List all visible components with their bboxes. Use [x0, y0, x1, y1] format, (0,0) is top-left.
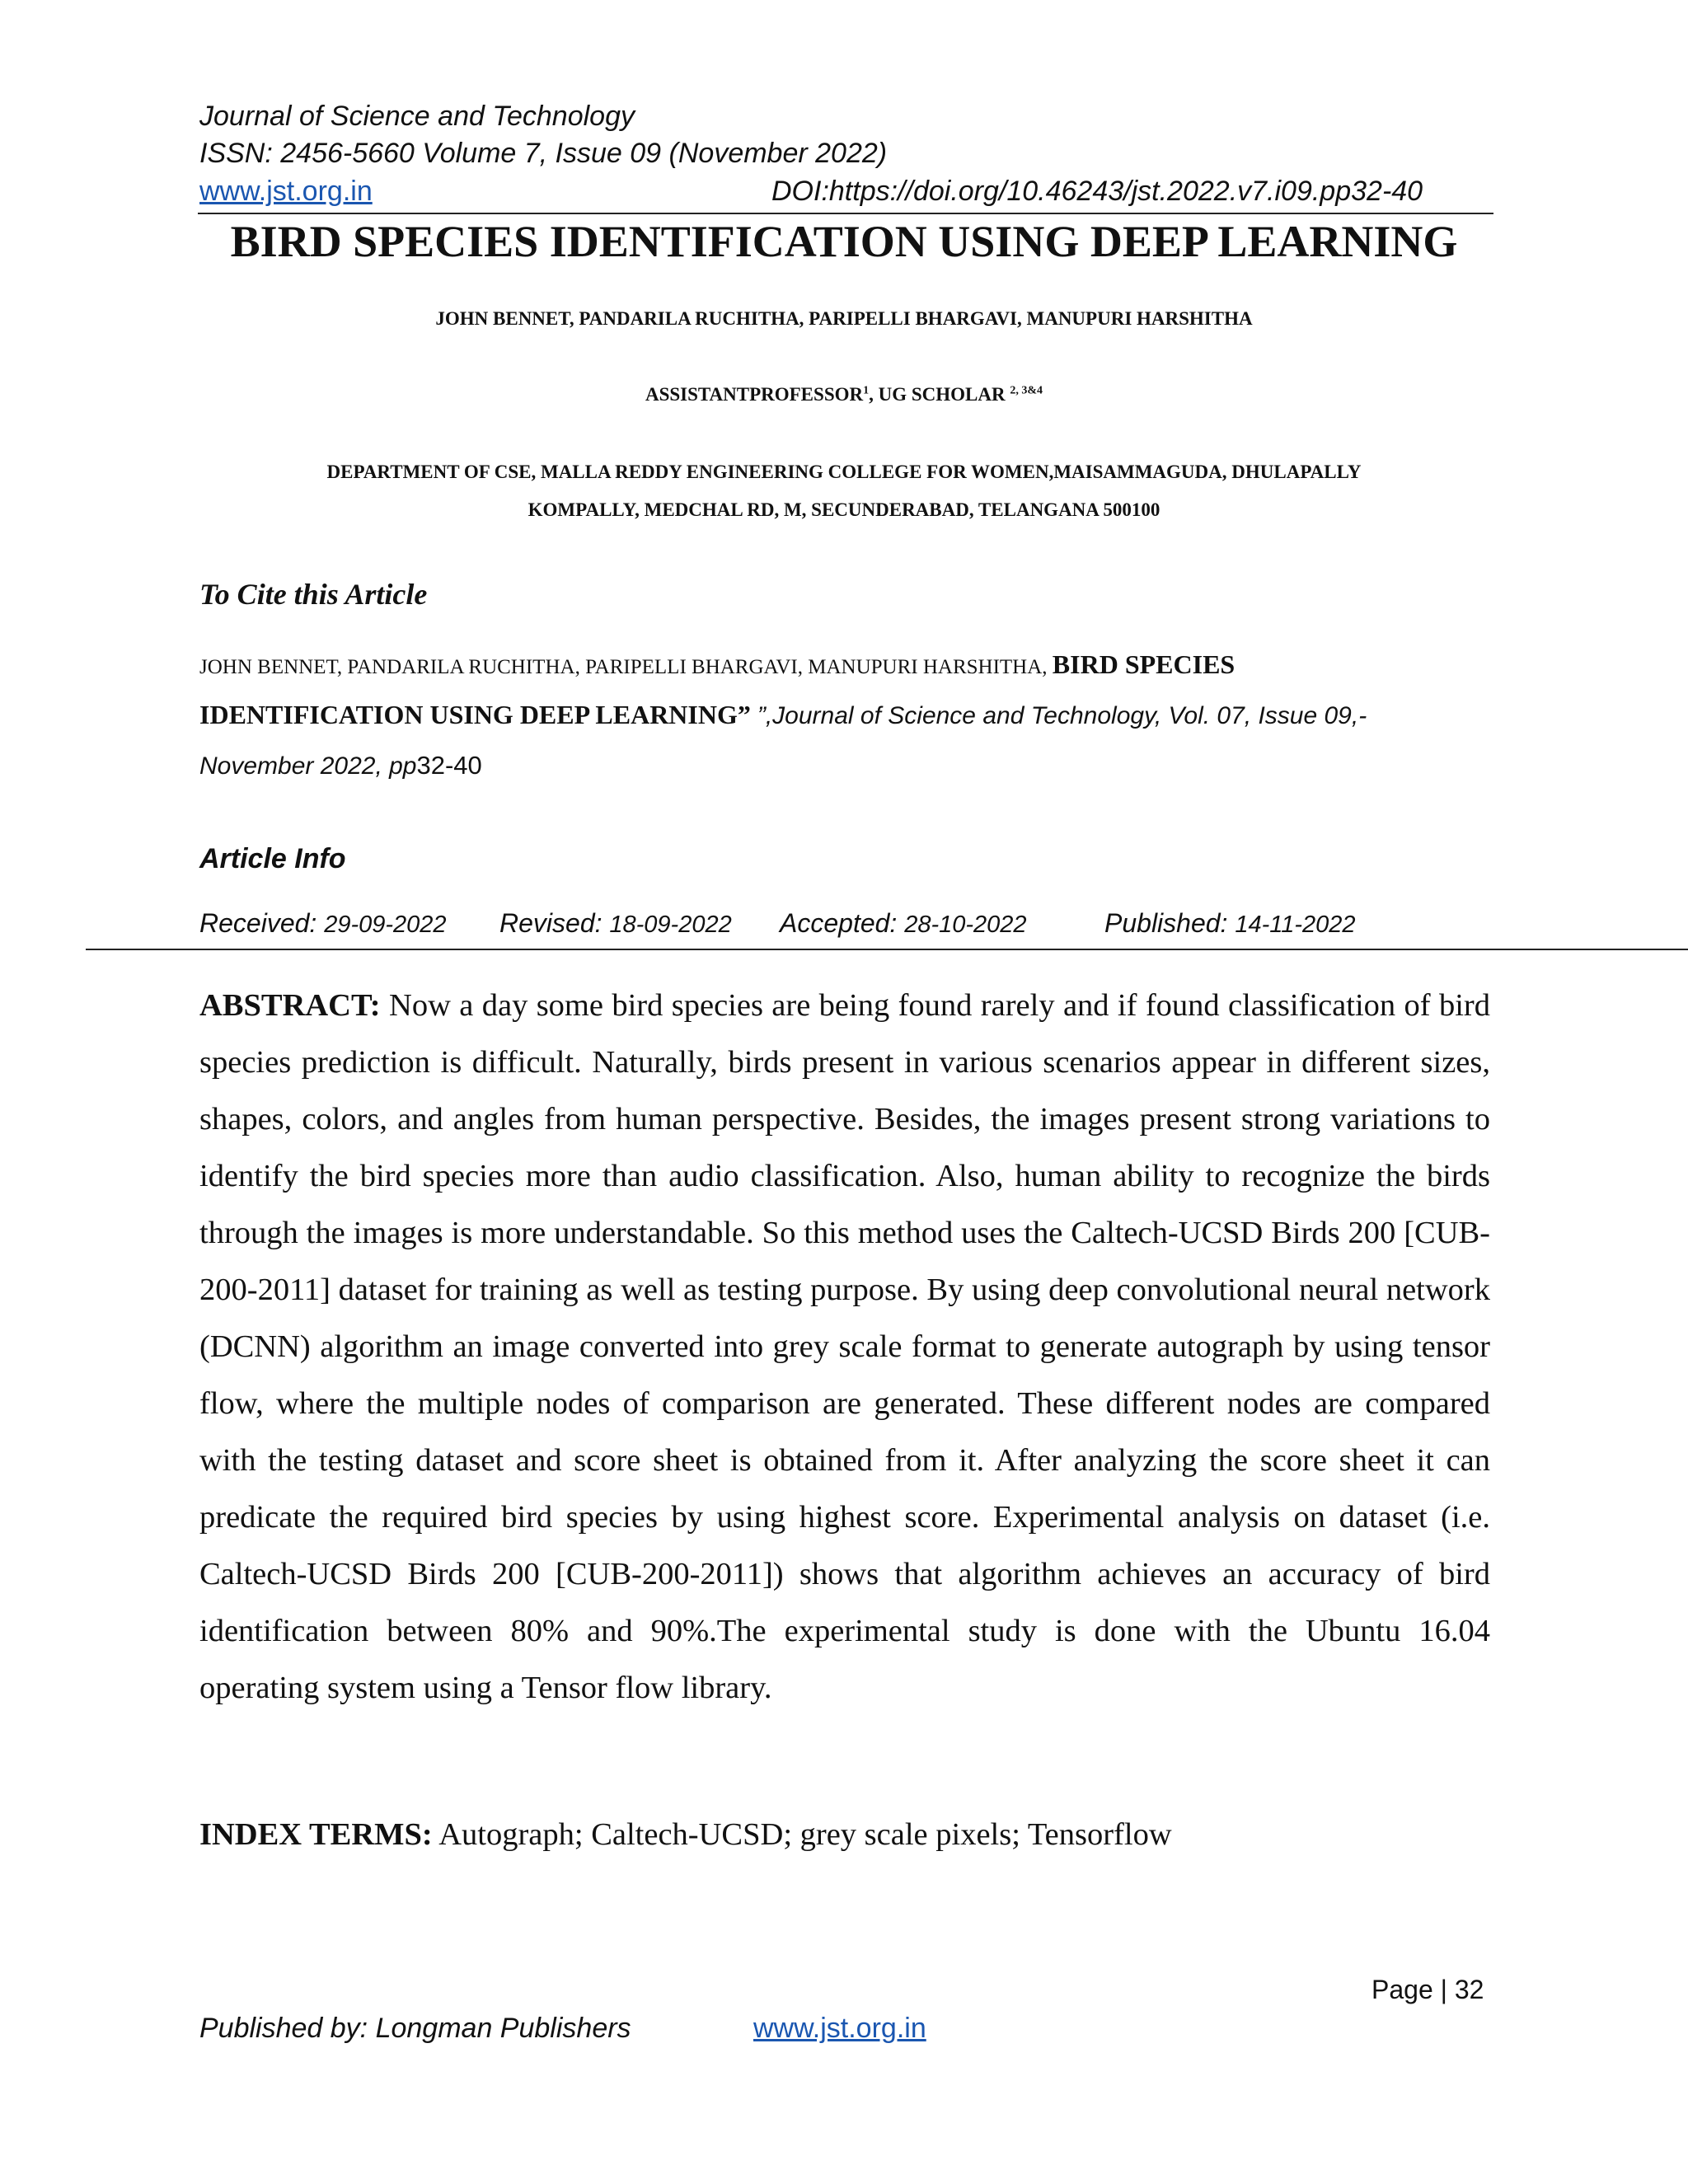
journal-name: Journal of Science and Technology — [199, 101, 635, 132]
cite-heading: To Cite this Article — [199, 578, 428, 611]
citation-title-2: IDENTIFICATION USING DEEP LEARNING” — [199, 700, 757, 729]
abstract-text: Now a day some bird species are being found rarely and if found classification of bird species prediction is difficult. Naturally, birds present in various scenarios appear in different sizes, shapes, colors, and angles from human perspective. Besides, the images present strong variations to identify the bird species more than audio classification. Also, human ability to recognize the birds through the images is more understandable. So this method uses the Caltech-UCSD Birds 200 [CUB-200-2011] dataset for training as well as testing purpose. By using deep convolutional neural network (DCNN) algorithm an image converted into grey scale format to generate autograph by using tensor flow, where the multiple nodes of comparison are generated. These different nodes are compared with the testing dataset and score sheet is obtained from it. After analyzing the score sheet it can predicate the required bird species by using highest score. Experimental analysis on dataset (i.e. Caltech-UCSD Birds 200 [CUB-200-2011]) shows that algorithm achieves an accuracy of bird identification between 80% and 90%.The experimental study is done with the Ubuntu 16.04 operating system using a Tensor flow library. — [199, 988, 1490, 1705]
published-date — [1104, 908, 1356, 939]
index-terms-label: INDEX TERMS: — [199, 1817, 433, 1852]
author-roles — [0, 384, 1688, 405]
article-info-divider — [86, 949, 1688, 950]
accepted-date — [780, 908, 1027, 939]
journal-issn: ISSN: 2456-5660 Volume 7, Issue 09 (November 2022) — [199, 138, 888, 169]
paper-title: BIRD SPECIES IDENTIFICATION USING DEEP LEARNING — [230, 217, 1458, 266]
revised-date — [499, 908, 732, 939]
role-1-superscript: 1 — [863, 384, 870, 397]
index-terms — [199, 1816, 1172, 1853]
author-list: JOHN BENNET, PANDARILA RUCHITHA, PARIPELLI BHARGAVI, MANUPURI HARSHITHA — [435, 308, 1253, 329]
citation-line-1 — [199, 649, 1235, 680]
revised-value: 18-09-2022 — [609, 912, 732, 938]
abstract-label: ABSTRACT: — [199, 988, 381, 1023]
citation-title-1: BIRD SPECIES — [1052, 649, 1236, 679]
department-line-1: DEPARTMENT OF CSE, MALLA REDDY ENGINEERING COLLEGE FOR WOMEN,MAISAMMAGUDA, DHULAPALLY — [326, 462, 1362, 482]
role-assistant-professor: ASSISTANTPROFESSOR — [645, 384, 864, 405]
citation-authors: JOHN BENNET, PANDARILA RUCHITHA, PARIPELLI BHARGAVI, MANUPURI HARSHITHA, — [199, 656, 1053, 678]
published-label: Published: — [1104, 908, 1236, 938]
citation-line-2 — [199, 700, 1367, 730]
role-2-superscript: 2, 3&4 — [1010, 384, 1043, 397]
revised-label: Revised: — [499, 908, 610, 938]
header-divider — [198, 213, 1493, 214]
accepted-value: 28-10-2022 — [904, 912, 1027, 938]
role-ug-scholar: , UG SCHOLAR — [869, 384, 1010, 405]
journal-url-link[interactable]: www.jst.org.in — [199, 176, 373, 207]
abstract-paragraph — [199, 977, 1490, 1717]
article-info-heading: Article Info — [199, 843, 346, 874]
citation-line-3 — [199, 751, 482, 780]
received-value: 29-09-2022 — [324, 912, 447, 938]
index-terms-text: Autograph; Caltech-UCSD; grey scale pixels; Tensorflow — [432, 1817, 1172, 1852]
footer-url-link[interactable]: www.jst.org.in — [753, 2013, 926, 2044]
department-line-2: KOMPALLY, MEDCHAL RD, M, SECUNDERABAD, TELANGANA 500100 — [528, 499, 1160, 520]
citation-journal: ”,Journal of Science and Technology, Vol. 07, Issue 09,- — [757, 702, 1367, 729]
received-date — [199, 908, 447, 939]
footer-publisher: Published by: Longman Publishers — [199, 2013, 631, 2044]
doi-text: DOI:https://doi.org/10.46243/jst.2022.v7.i09.pp32-40 — [771, 176, 1423, 207]
received-label: Received: — [199, 908, 325, 938]
citation-date: November 2022, pp — [199, 752, 417, 780]
page-number: Page | 32 — [1372, 1975, 1484, 2004]
accepted-label: Accepted: — [780, 908, 905, 938]
citation-pages: 32-40 — [416, 751, 482, 780]
published-value: 14-11-2022 — [1235, 912, 1356, 938]
